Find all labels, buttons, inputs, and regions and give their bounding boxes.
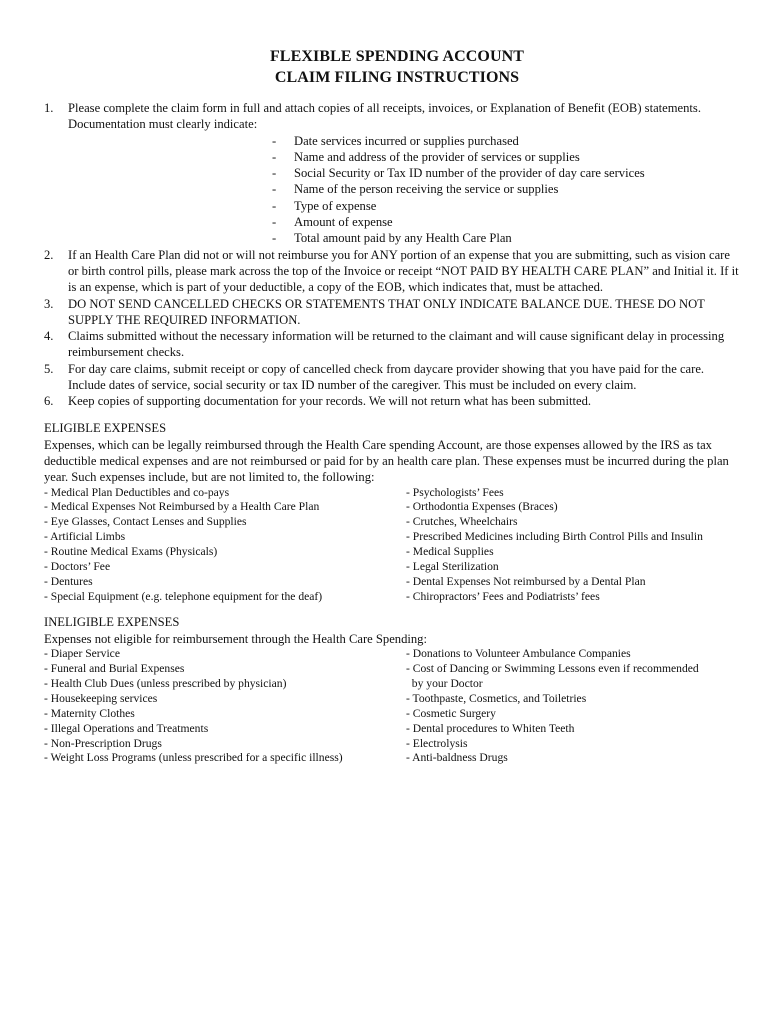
list-item: - Funeral and Burial Expenses bbox=[44, 661, 185, 675]
list-item: - Special Equipment (e.g. telephone equipment for the deaf) bbox=[44, 589, 323, 603]
ineligible-left-column bbox=[44, 647, 406, 766]
eligible-right-column bbox=[406, 486, 740, 605]
instruction-text: For day care claims, submit receipt or copy of cancelled check from daycare provider showing that you have paid for the care. Include dates of service, social security or tax ID number of the caregiver. This must be included on every claim. bbox=[68, 361, 705, 393]
instruction-list bbox=[44, 100, 740, 133]
ineligible-right-column bbox=[406, 647, 740, 766]
list-item: - Chiropractors’ Fees and Podiatrists’ fees bbox=[406, 589, 600, 603]
list-item: - Name and address of the provider of services or supplies bbox=[272, 149, 580, 164]
instruction-number: 1. bbox=[44, 101, 54, 115]
list-item: - Medical Supplies bbox=[406, 545, 494, 559]
instruction-item: 5. For day care claims, submit receipt or copy of cancelled check from daycare provider showing that you have paid for the care. Include dates of service, social security or tax ID number of the caregiver. This must be included on every claim. bbox=[44, 361, 705, 393]
eligible-heading: ELIGIBLE EXPENSES bbox=[44, 420, 167, 435]
eligible-intro: Expenses, which can be legally reimbursed through the Health Care spending Account, are those expenses allowed by the IRS as tax deductible medical expenses and are not reimbursed or paid for by an health care plan. These expenses must be incurred during the plan year. Such expenses include, but are not limited to, the following: bbox=[44, 437, 729, 485]
list-item: - Date services incurred or supplies purchased bbox=[272, 133, 519, 148]
instruction-text: Please complete the claim form in full and attach copies of all receipts, invoices, or Explanation of Benefit (EOB) statements. Documentation must clearly indicate: bbox=[68, 101, 701, 132]
list-item: - Doctors’ Fee bbox=[44, 560, 111, 574]
list-item: - Prescribed Medicines including Birth Control Pills and Insulin bbox=[406, 530, 703, 544]
list-item: - Weight Loss Programs (unless prescribed for a specific illness) bbox=[44, 751, 343, 765]
list-item: - Dental procedures to Whiten Teeth bbox=[406, 721, 575, 735]
document-title bbox=[54, 46, 740, 88]
ineligible-expense-columns bbox=[44, 647, 740, 766]
list-item: - Cost of Dancing or Swimming Lessons even if recommended bbox=[406, 661, 699, 675]
eligible-left-column bbox=[44, 486, 406, 605]
instruction-item bbox=[44, 100, 740, 133]
instruction-text: If an Health Care Plan did not or will not reimburse you for ANY portion of an expense that you are submitting, such as vision care or birth control pills, please mark across the top of the Invoice or receipt “NOT PAID BY HEALTH CARE PLAN” and Initial it. If it is an expense, which is part of your deductible, a copy of the EOB, which indicates that, must be attached. bbox=[68, 247, 739, 295]
list-item: - Medical Plan Deductibles and co-pays bbox=[44, 485, 230, 499]
instruction-text: Keep copies of supporting documentation for your records. We will not return what has been submitted. bbox=[68, 394, 592, 409]
documentation-requirements-list bbox=[44, 133, 740, 247]
list-item: - Type of expense bbox=[272, 198, 377, 213]
instruction-list-continued bbox=[44, 247, 740, 410]
list-item: - Health Club Dues (unless prescribed by physician) bbox=[44, 676, 287, 690]
instruction-item: 2. If an Health Care Plan did not or will not reimburse you for ANY portion of an expense that you are submitting, such as vision care or birth control pills, please mark across the top of the Invoice or receipt “NOT PAID BY HEALTH CARE PLAN” and Initial it. If it is an expense, which is part of your deductible, a copy of the EOB, which indicates that, must be attached. bbox=[44, 247, 739, 295]
list-item: - Donations to Volunteer Ambulance Companies bbox=[406, 647, 631, 661]
list-item: - Electrolysis bbox=[406, 736, 468, 750]
list-item: - Housekeeping services bbox=[44, 691, 158, 705]
ineligible-heading: INELIGIBLE EXPENSES bbox=[44, 614, 180, 629]
instruction-text: DO NOT SEND CANCELLED CHECKS OR STATEMENTS THAT ONLY INDICATE BALANCE DUE. THESE DO NOT SUPPLY THE REQUIRED INFORMATION. bbox=[68, 296, 705, 327]
list-item: - Routine Medical Exams (Physicals) bbox=[44, 545, 218, 559]
ineligible-intro: Expenses not eligible for reimbursement through the Health Care Spending: bbox=[44, 631, 427, 646]
list-item: - Orthodontia Expenses (Braces) bbox=[406, 500, 558, 514]
title-line-2: CLAIM FILING INSTRUCTIONS bbox=[274, 69, 520, 86]
eligible-expense-columns bbox=[44, 486, 740, 605]
list-item: - Dental Expenses Not reimbursed by a Dental Plan bbox=[406, 574, 646, 588]
list-item: - Maternity Clothes bbox=[44, 706, 135, 720]
title-line-1: FLEXIBLE SPENDING ACCOUNT bbox=[269, 48, 525, 65]
list-item: - Dentures bbox=[44, 574, 93, 588]
list-item: - Anti-baldness Drugs bbox=[406, 751, 508, 765]
instruction-item: 4. Claims submitted without the necessary information will be returned to the claimant and will cause significant delay in processing reimbursement checks. bbox=[44, 329, 725, 360]
list-item: by your Doctor bbox=[406, 676, 483, 690]
list-item: - Medical Expenses Not Reimbursed by a Health Care Plan bbox=[44, 500, 320, 514]
instruction-item: 3. DO NOT SEND CANCELLED CHECKS OR STATEMENTS THAT ONLY INDICATE BALANCE DUE. THESE DO NOT SUPPLY THE REQUIRED INFORMATION. bbox=[44, 296, 705, 327]
list-item: - Artificial Limbs bbox=[44, 530, 126, 544]
list-item: - Name of the person receiving the service or supplies bbox=[272, 182, 559, 197]
list-item: - Amount of expense bbox=[272, 215, 393, 230]
list-item: - Psychologists’ Fees bbox=[406, 485, 504, 499]
list-item: - Legal Sterilization bbox=[406, 560, 499, 574]
list-item: - Crutches, Wheelchairs bbox=[406, 515, 518, 529]
list-item: - Illegal Operations and Treatments bbox=[44, 721, 209, 735]
list-item: - Toothpaste, Cosmetics, and Toiletries bbox=[406, 691, 587, 705]
list-item: - Non-Prescription Drugs bbox=[44, 736, 162, 750]
list-item: - Social Security or Tax ID number of the provider of day care services bbox=[272, 166, 645, 181]
instruction-item: 6. Keep copies of supporting documentation for your records. We will not return what has been submitted. bbox=[44, 394, 592, 409]
list-item: - Diaper Service bbox=[44, 647, 120, 661]
instruction-text: Claims submitted without the necessary information will be returned to the claimant and will cause significant delay in processing reimbursement checks. bbox=[68, 329, 725, 360]
list-item: - Eye Glasses, Contact Lenses and Supplies bbox=[44, 515, 247, 529]
list-item: - Total amount paid by any Health Care Plan bbox=[272, 231, 512, 246]
list-item: - Cosmetic Surgery bbox=[406, 706, 496, 720]
